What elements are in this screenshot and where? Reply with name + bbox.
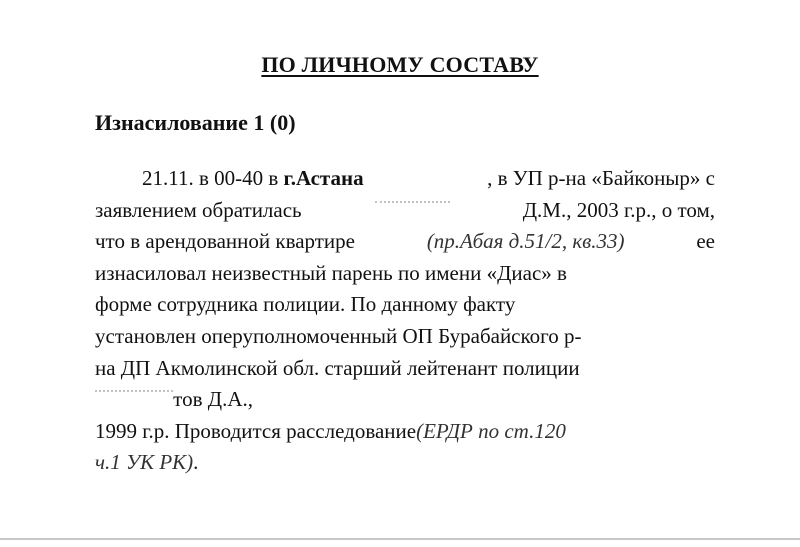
report-line-9 — [95, 416, 715, 448]
report-line-8 — [95, 384, 715, 416]
page-bottom-divider — [0, 538, 800, 540]
report-line-7-text: на ДП Акмолинской обл. старший лейтенант полиции — [95, 355, 580, 380]
report-line-2-part-a: заявлением обратилась — [95, 197, 302, 222]
report-line-3-part-c: ее — [696, 229, 715, 254]
report-line-3 — [95, 226, 715, 258]
report-line-1-text-a: 21.11. в 00-40 в — [142, 166, 284, 190]
report-line-2-part-c: Д.М., 2003 г.р., о том, — [522, 197, 715, 222]
incident-category-heading: Изнасилование 1 (0) — [95, 110, 296, 135]
report-line-3-part-a: что в арендованной квартире — [95, 229, 355, 254]
redacted-officer-surname — [95, 384, 173, 416]
report-line-9-part-a: 1999 г.р. Проводится расследование — [95, 418, 417, 443]
report-line-8-part-c: тов Д.А., — [173, 387, 253, 412]
report-line-7 — [95, 353, 715, 385]
report-line-10 — [95, 447, 715, 479]
report-line-10-period: . — [193, 450, 199, 475]
report-line-6 — [95, 321, 715, 353]
report-line-1-part-a — [142, 163, 364, 195]
report-line-5 — [95, 289, 715, 321]
report-line-4-text: изнасиловал неизвестный парень по имени «Диас» в — [95, 260, 567, 285]
report-line-6-text: установлен оперуполномоченный ОП Бурабайского р- — [95, 323, 582, 348]
report-line-4 — [95, 258, 715, 290]
report-line-2 — [95, 195, 715, 227]
section-heading — [0, 52, 800, 78]
report-address-italic: (пр.Абая д.51/2, кв.33) — [426, 229, 625, 254]
report-case-ref-italic-cont: ч.1 УК РК) — [95, 450, 194, 475]
report-city-bold: г.Астана — [283, 166, 364, 190]
report-line-1-part-c: , в УП р-на «Байконыр» с — [487, 166, 715, 190]
report-case-ref-italic: (ЕРДР по ст.120 — [416, 418, 566, 443]
redacted-surname — [375, 195, 450, 227]
report-line-5-text: форме сотрудника полиции. По данному факту — [95, 292, 516, 317]
incident-report-body — [95, 163, 715, 479]
section-heading-text: ПО ЛИЧНОМУ СОСТАВУ — [261, 52, 539, 77]
report-line-1 — [95, 163, 715, 195]
